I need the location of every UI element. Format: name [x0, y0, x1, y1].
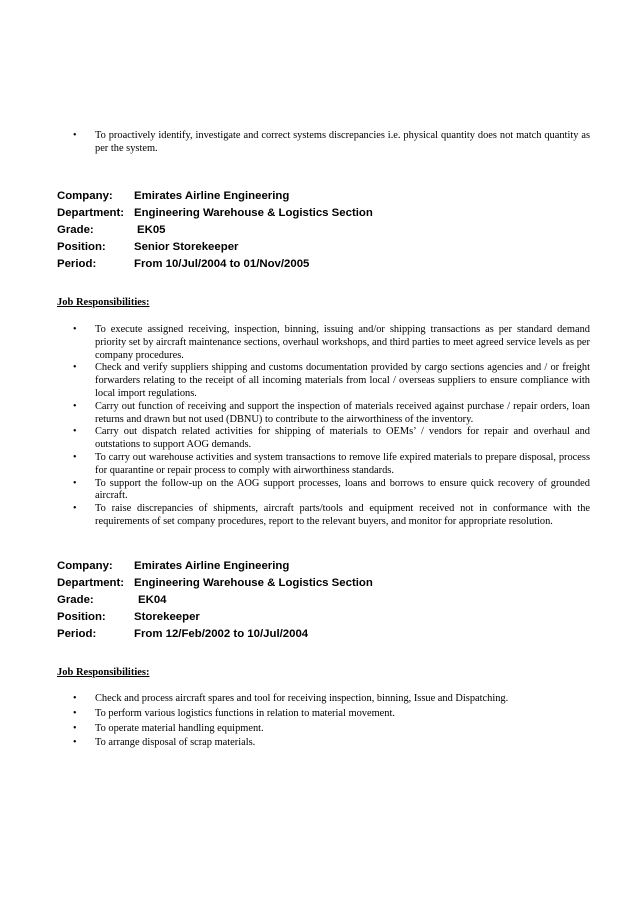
position-value: Senior Storekeeper — [134, 241, 239, 253]
bullet-icon: • — [73, 693, 77, 704]
position-1-responsibilities — [62, 324, 590, 529]
period-label: Period: — [57, 258, 97, 270]
list-item — [62, 693, 590, 706]
department-row — [57, 205, 457, 222]
bullet-text: To proactively identify, investigate and correct systems discrepancies i.e. physical quantity does not match quantity as per the system. — [95, 130, 590, 154]
grade-row — [57, 222, 457, 239]
department-label: Department: — [57, 207, 125, 219]
position-label: Position: — [57, 611, 106, 623]
bullet-text: Check and process aircraft spares and tool for receiving inspection, binning, Issue and Dispatching. — [95, 693, 509, 704]
company-value: Emirates Airline Engineering — [134, 560, 290, 572]
intro-bullet-list — [62, 130, 590, 156]
bullet-icon: • — [73, 451, 77, 463]
position-1-details — [57, 188, 457, 273]
period-value: From 12/Feb/2002 to 10/Jul/2004 — [134, 628, 309, 640]
list-item — [62, 401, 590, 427]
company-label: Company: — [57, 190, 113, 202]
bullet-text: Carry out dispatch related activities for shipping of materials to OEMs’ / vendors for repair and overhaul and outstations to support AOG demands. — [95, 426, 590, 451]
position-row — [57, 609, 457, 626]
list-item — [62, 737, 590, 750]
bullet-text: To operate material handling equipment. — [95, 722, 264, 734]
bullet-text: To execute assigned receiving, inspection, binning, issuing and/or shipping transactions as per standard demand priority set by aircraft maintenance sections, overhaul workshops, and third parties to meet agreed service levels as per company procedures. — [95, 324, 590, 361]
list-item — [62, 324, 590, 362]
grade-label: Grade: — [57, 594, 94, 606]
bullet-icon: • — [73, 503, 77, 515]
bullet-icon: • — [73, 400, 77, 412]
bullet-icon: • — [73, 362, 77, 374]
department-value: Engineering Warehouse & Logistics Section — [134, 577, 373, 589]
list-item — [62, 452, 590, 478]
position-2-responsibilities — [62, 693, 590, 750]
bullet-icon: • — [73, 324, 77, 335]
position-2-details — [57, 558, 457, 643]
position-value: Storekeeper — [134, 611, 200, 623]
grade-value: EK05 — [137, 224, 166, 236]
bullet-icon: • — [73, 130, 77, 141]
department-label: Department: — [57, 577, 125, 589]
bullet-icon: • — [73, 707, 77, 719]
company-label: Company: — [57, 560, 113, 572]
bullet-text: To carry out warehouse activities and system transactions to remove life expired materials to prepare disposal, process for quarantine or repair process to comply with airworthiness standards. — [95, 451, 590, 476]
bullet-text: To raise discrepancies of shipments, aircraft parts/tools and equipment received not in conformance with the requirements of set company procedures, report to the relevant buyers, and monitor for appropriate resolution. — [95, 503, 590, 527]
company-row — [57, 558, 457, 575]
company-value: Emirates Airline Engineering — [134, 190, 290, 202]
bullet-icon: • — [73, 426, 77, 438]
period-row — [57, 626, 457, 643]
list-item — [62, 503, 590, 529]
bullet-text: To support the follow-up on the AOG support processes, loans and borrows to ensure quick recovery of grounded aircraft. — [95, 477, 590, 502]
list-item — [62, 426, 590, 452]
list-item — [62, 478, 590, 504]
period-label: Period: — [57, 628, 97, 640]
bullet-icon: • — [73, 722, 77, 734]
position-row — [57, 239, 457, 256]
department-row — [57, 575, 457, 592]
list-item — [62, 362, 590, 400]
list-item — [62, 130, 590, 156]
bullet-text: Check and verify suppliers shipping and customs documentation provided by cargo sections agencies and / or freight forwarders relating to the receipt of all incoming materials from local / overseas suppliers to ensure compliance with local import regulations. — [95, 362, 590, 399]
bullet-text: To perform various logistics functions in relation to material movement. — [95, 707, 395, 719]
bullet-icon: • — [73, 477, 77, 489]
bullet-text: Carry out function of receiving and support the inspection of materials received against purchase / repair orders, loan returns and drawn but not used (DBNU) to contribute to the airworthiness of the inventory. — [95, 400, 590, 425]
list-item — [62, 708, 590, 721]
bullet-text: To arrange disposal of scrap materials. — [95, 737, 256, 749]
department-value: Engineering Warehouse & Logistics Section — [134, 207, 373, 219]
period-row — [57, 256, 457, 273]
bullet-icon: • — [73, 737, 77, 749]
company-row — [57, 188, 457, 205]
job-responsibilities-heading: Job Responsibilities: — [57, 297, 150, 308]
period-value: From 10/Jul/2004 to 01/Nov/2005 — [134, 258, 310, 270]
grade-label: Grade: — [57, 224, 94, 236]
job-responsibilities-heading: Job Responsibilities: — [57, 667, 150, 678]
grade-value: EK04 — [138, 594, 167, 606]
position-label: Position: — [57, 241, 106, 253]
list-item — [62, 723, 590, 736]
grade-row — [57, 592, 457, 609]
